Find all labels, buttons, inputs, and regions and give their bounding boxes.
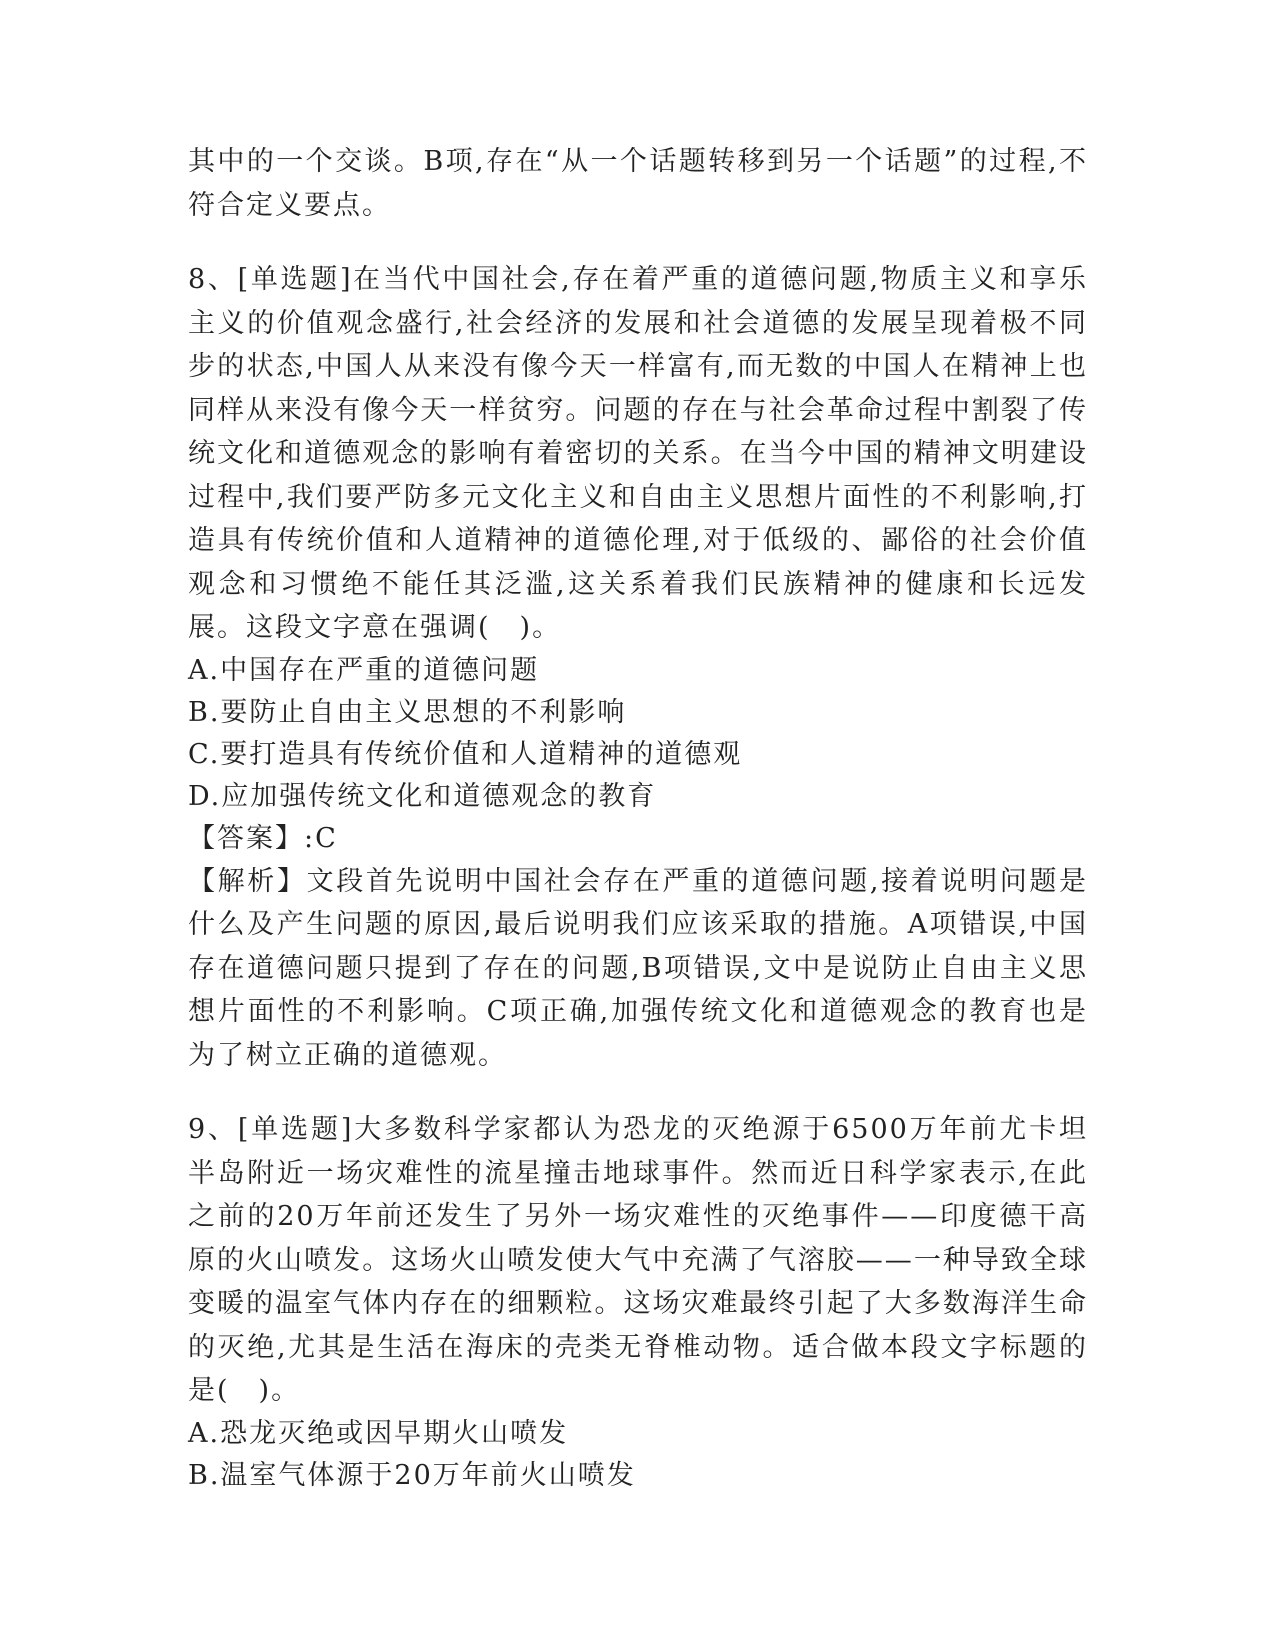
question-8-explanation: 【解析】文段首先说明中国社会存在严重的道德问题,接着说明问题是什么及产生问题的原因,最后说明我们应该采取的措施。A项错误,中国存在道德问题只提到了存在的问题,B项错误,文中是说防止自由主义思想片面性的不利影响。C项正确,加强传统文化和道德观念的教育也是为了树立正确的道德观。: [188, 865, 1088, 1071]
question-8: [188, 258, 1088, 1077]
question-8-answer: 【答案】:C: [188, 822, 338, 854]
question-8-stem: 8、[单选题]在当代中国社会,存在着严重的道德问题,物质主义和享乐主义的价值观念盛行,社会经济的发展和社会道德的发展呈现着极不同步的状态,中国人从来没有像今天一样富有,而无数的中国人在精神上也同样从来没有像今天一样贫穷。问题的存在与社会革命过程中割裂了传统文化和道德观念的影响有着密切的关系。在当今中国的精神文明建设过程中,我们要严防多元文化主义和自由主义思想片面性的不利影响,打造具有传统价值和人道精神的道德伦理,对于低级的、鄙俗的社会价值观念和习惯绝不能任其泛滥,这关系着我们民族精神的健康和长远发展。这段文字意在强调( )。: [188, 264, 1088, 643]
question-9-stem: 9、[单选题]大多数科学家都认为恐龙的灭绝源于6500万年前尤卡坦半岛附近一场灾难性的流星撞击地球事件。然而近日科学家表示,在此之前的20万年前还发生了另外一场灾难性的灭绝事件——印度德干高原的火山喷发。这场火山喷发使大气中充满了气溶胶——一种导致全球变暖的温室气体内存在的细颗粒。这场灾难最终引起了大多数海洋生命的灭绝,尤其是生活在海床的壳类无脊椎动物。适合做本段文字标题的是( )。: [188, 1114, 1088, 1406]
question-8-option-c: C.要打造具有传统价值和人道精神的道德观: [188, 738, 743, 770]
question-9: [188, 1108, 1088, 1497]
document-page: [188, 140, 1088, 1497]
question-8-option-d: D.应加强传统文化和道德观念的教育: [188, 780, 657, 812]
question-8-option-a: A.中国存在严重的道德问题: [188, 654, 540, 686]
question-9-option-a: A.恐龙灭绝或因早期火山喷发: [188, 1417, 569, 1449]
previous-explanation-tail: 其中的一个交谈。B项,存在“从一个话题转移到另一个话题”的过程,不符合定义要点。: [188, 146, 1088, 221]
question-8-option-b: B.要防止自由主义思想的不利影响: [188, 696, 627, 728]
question-9-option-b: B.温室气体源于20万年前火山喷发: [188, 1459, 636, 1491]
